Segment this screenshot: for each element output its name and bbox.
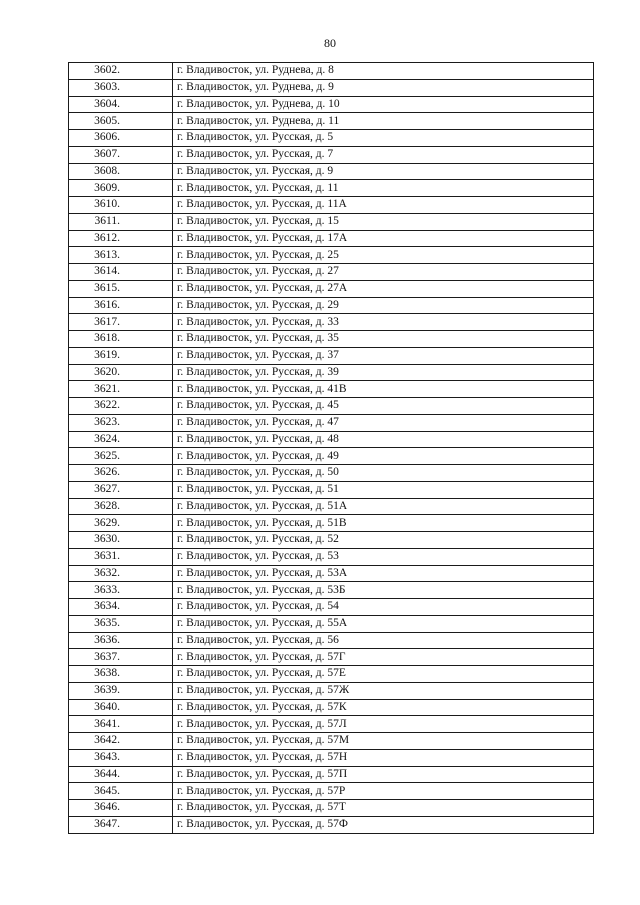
row-number: 3638. [69, 666, 173, 683]
row-address: г. Владивосток, ул. Русская, д. 5 [173, 130, 594, 147]
row-number: 3642. [69, 733, 173, 750]
row-address: г. Владивосток, ул. Русская, д. 57Н [173, 749, 594, 766]
row-number: 3644. [69, 766, 173, 783]
row-number: 3621. [69, 381, 173, 398]
table-row [69, 515, 594, 532]
row-address: г. Владивосток, ул. Руднева, д. 9 [173, 79, 594, 96]
row-address: г. Владивосток, ул. Русская, д. 57К [173, 699, 594, 716]
row-address: г. Владивосток, ул. Русская, д. 45 [173, 398, 594, 415]
row-number: 3626. [69, 465, 173, 482]
row-address: г. Владивосток, ул. Русская, д. 53А [173, 565, 594, 582]
table-row [69, 213, 594, 230]
table-row [69, 381, 594, 398]
row-number: 3629. [69, 515, 173, 532]
table-row [69, 347, 594, 364]
row-number: 3622. [69, 398, 173, 415]
row-address: г. Владивосток, ул. Русская, д. 47 [173, 414, 594, 431]
row-number: 3627. [69, 481, 173, 498]
table-row [69, 766, 594, 783]
row-number: 3639. [69, 682, 173, 699]
row-number: 3606. [69, 130, 173, 147]
row-number: 3618. [69, 331, 173, 348]
address-table [68, 62, 594, 834]
table-row [69, 364, 594, 381]
table-row [69, 113, 594, 130]
table-row [69, 599, 594, 616]
row-number: 3623. [69, 414, 173, 431]
table-row [69, 448, 594, 465]
row-address: г. Владивосток, ул. Русская, д. 57Е [173, 666, 594, 683]
row-number: 3607. [69, 146, 173, 163]
table-row [69, 615, 594, 632]
row-address: г. Владивосток, ул. Русская, д. 57Г [173, 649, 594, 666]
row-address: г. Владивосток, ул. Русская, д. 55А [173, 615, 594, 632]
row-address: г. Владивосток, ул. Русская, д. 53 [173, 548, 594, 565]
table-row [69, 649, 594, 666]
row-address: г. Владивосток, ул. Русская, д. 17А [173, 230, 594, 247]
table-row [69, 699, 594, 716]
row-number: 3612. [69, 230, 173, 247]
table-row [69, 297, 594, 314]
table-row [69, 783, 594, 800]
row-address: г. Владивосток, ул. Русская, д. 29 [173, 297, 594, 314]
table-row [69, 280, 594, 297]
row-address: г. Владивосток, ул. Русская, д. 33 [173, 314, 594, 331]
row-number: 3647. [69, 816, 173, 833]
row-number: 3635. [69, 615, 173, 632]
row-number: 3643. [69, 749, 173, 766]
row-number: 3637. [69, 649, 173, 666]
row-address: г. Владивосток, ул. Русская, д. 49 [173, 448, 594, 465]
row-number: 3611. [69, 213, 173, 230]
table-row [69, 733, 594, 750]
table-row [69, 414, 594, 431]
table-row [69, 247, 594, 264]
row-address: г. Владивосток, ул. Русская, д. 57Л [173, 716, 594, 733]
row-address: г. Владивосток, ул. Русская, д. 52 [173, 532, 594, 549]
table-row [69, 666, 594, 683]
row-address: г. Владивосток, ул. Русская, д. 27 [173, 264, 594, 281]
row-address: г. Владивосток, ул. Русская, д. 57Р [173, 783, 594, 800]
row-number: 3630. [69, 532, 173, 549]
row-number: 3620. [69, 364, 173, 381]
table-row [69, 816, 594, 833]
table-row [69, 180, 594, 197]
row-address: г. Владивосток, ул. Русская, д. 57Ф [173, 816, 594, 833]
table-row [69, 146, 594, 163]
row-number: 3613. [69, 247, 173, 264]
row-number: 3617. [69, 314, 173, 331]
page-number: 80 [324, 36, 336, 50]
table-row [69, 264, 594, 281]
row-number: 3610. [69, 197, 173, 214]
row-address: г. Владивосток, ул. Русская, д. 54 [173, 599, 594, 616]
table-row [69, 314, 594, 331]
table-row [69, 431, 594, 448]
row-number: 3604. [69, 96, 173, 113]
row-number: 3608. [69, 163, 173, 180]
row-address: г. Владивосток, ул. Русская, д. 25 [173, 247, 594, 264]
table-row [69, 331, 594, 348]
table-row [69, 63, 594, 80]
row-address: г. Владивосток, ул. Русская, д. 51В [173, 515, 594, 532]
row-number: 3645. [69, 783, 173, 800]
table-row [69, 632, 594, 649]
row-number: 3625. [69, 448, 173, 465]
row-number: 3609. [69, 180, 173, 197]
row-number: 3615. [69, 280, 173, 297]
row-address: г. Владивосток, ул. Русская, д. 7 [173, 146, 594, 163]
row-address: г. Владивосток, ул. Русская, д. 57М [173, 733, 594, 750]
table-row [69, 163, 594, 180]
row-address: г. Владивосток, ул. Русская, д. 51 [173, 481, 594, 498]
row-address: г. Владивосток, ул. Русская, д. 56 [173, 632, 594, 649]
table-row [69, 465, 594, 482]
table-row [69, 96, 594, 113]
row-number: 3603. [69, 79, 173, 96]
row-address: г. Владивосток, ул. Руднева, д. 11 [173, 113, 594, 130]
row-address: г. Владивосток, ул. Русская, д. 11 [173, 180, 594, 197]
row-number: 3616. [69, 297, 173, 314]
row-address: г. Владивосток, ул. Русская, д. 35 [173, 331, 594, 348]
row-number: 3636. [69, 632, 173, 649]
row-number: 3631. [69, 548, 173, 565]
table-row [69, 582, 594, 599]
row-number: 3633. [69, 582, 173, 599]
row-address: г. Владивосток, ул. Русская, д. 9 [173, 163, 594, 180]
table-row [69, 230, 594, 247]
row-number: 3646. [69, 800, 173, 817]
row-address: г. Владивосток, ул. Русская, д. 15 [173, 213, 594, 230]
row-number: 3605. [69, 113, 173, 130]
row-address: г. Владивосток, ул. Русская, д. 48 [173, 431, 594, 448]
row-number: 3602. [69, 63, 173, 80]
row-address: г. Владивосток, ул. Русская, д. 50 [173, 465, 594, 482]
table-row [69, 398, 594, 415]
table-row [69, 716, 594, 733]
row-address: г. Владивосток, ул. Русская, д. 57Т [173, 800, 594, 817]
table-body [69, 63, 594, 834]
row-address: г. Владивосток, ул. Русская, д. 39 [173, 364, 594, 381]
row-address: г. Владивосток, ул. Русская, д. 11А [173, 197, 594, 214]
row-address: г. Владивосток, ул. Руднева, д. 10 [173, 96, 594, 113]
row-address: г. Владивосток, ул. Русская, д. 57Ж [173, 682, 594, 699]
row-address: г. Владивосток, ул. Русская, д. 27А [173, 280, 594, 297]
row-address: г. Владивосток, ул. Русская, д. 53Б [173, 582, 594, 599]
row-address: г. Владивосток, ул. Русская, д. 57П [173, 766, 594, 783]
row-address: г. Владивосток, ул. Русская, д. 41В [173, 381, 594, 398]
row-address: г. Владивосток, ул. Русская, д. 37 [173, 347, 594, 364]
row-number: 3641. [69, 716, 173, 733]
table-row [69, 498, 594, 515]
row-number: 3614. [69, 264, 173, 281]
row-number: 3624. [69, 431, 173, 448]
row-number: 3619. [69, 347, 173, 364]
table-row [69, 800, 594, 817]
table-row [69, 682, 594, 699]
table-row [69, 197, 594, 214]
row-address: г. Владивосток, ул. Руднева, д. 8 [173, 63, 594, 80]
table-row [69, 532, 594, 549]
row-number: 3628. [69, 498, 173, 515]
table-row [69, 565, 594, 582]
row-number: 3640. [69, 699, 173, 716]
row-address: г. Владивосток, ул. Русская, д. 51А [173, 498, 594, 515]
row-number: 3632. [69, 565, 173, 582]
table-row [69, 749, 594, 766]
table-row [69, 481, 594, 498]
row-number: 3634. [69, 599, 173, 616]
table-row [69, 548, 594, 565]
table-row [69, 130, 594, 147]
table-row [69, 79, 594, 96]
